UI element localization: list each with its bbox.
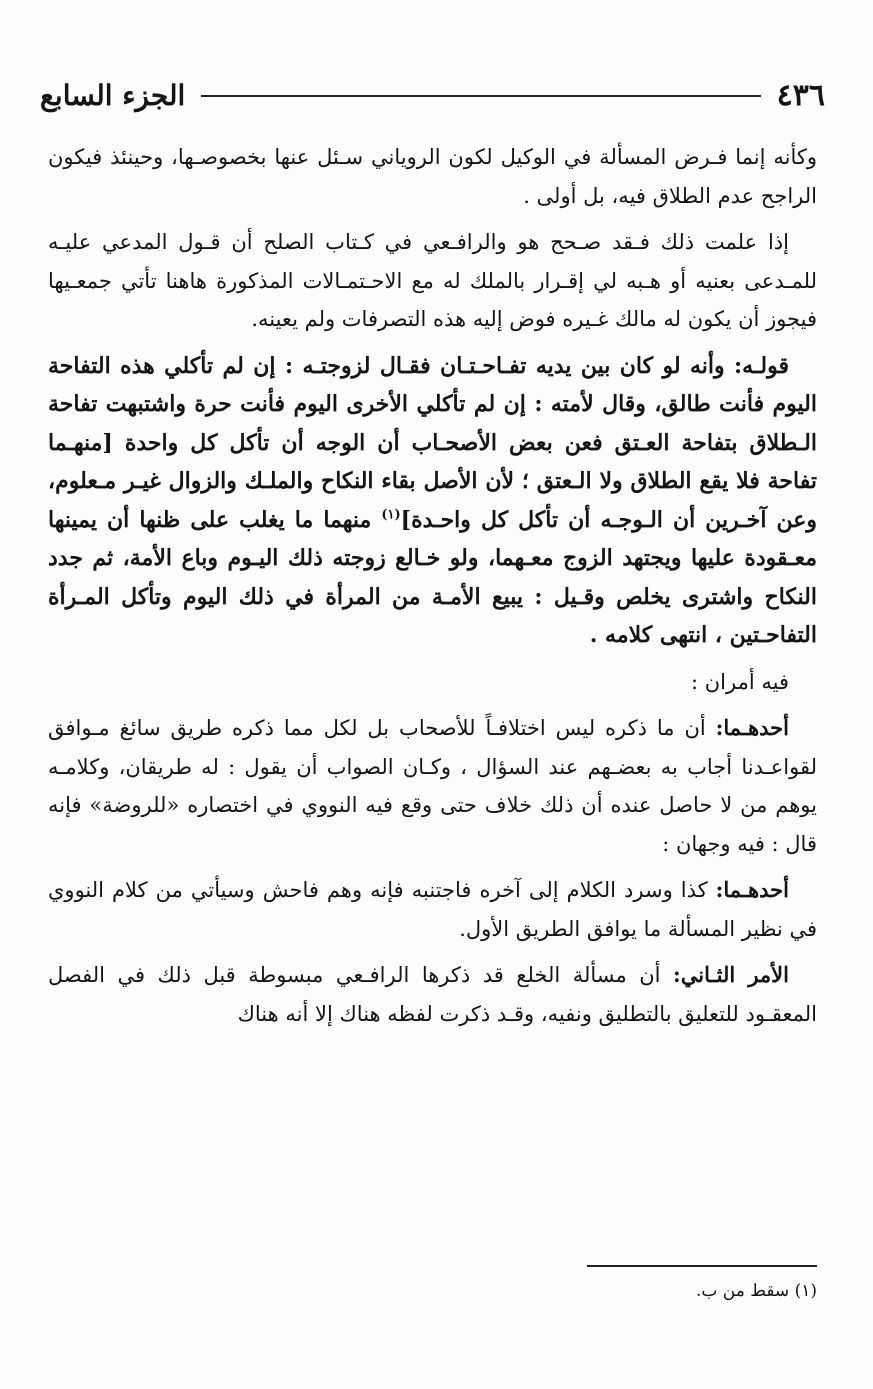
paragraph-lead: أحدهـما:	[715, 877, 789, 902]
footnote-rule	[587, 1265, 817, 1267]
page-header	[40, 74, 825, 118]
paragraph-text: أن مسألة الخلع قد ذكرها الرافـعي مبسوطة قبل ذلك في الفصل المعقـود للتعليق بالتطليق ونفيه، وقـد ذكرت لفظه هناك إلا أنه هناك	[48, 963, 817, 1026]
paragraph-text: أن ما ذكره ليس اختلافـاً للأصحاب بل لكل مما ذكره طريق سائغ مـوافق لقواعـدنا أجاب به بعضـهم عند السؤال ، وكـان الصواب أن يقول : له طريقان، وكلامـه يوهم من لا حاصل عنده أن ذلك خلاف حتى وقع فيه النووي في اختصاره «للروضة» فإنه قال : فيه وجهان :	[48, 716, 817, 856]
paragraph-text: وكأنه إنما فـرض المسألة في الوكيل لكون الروياني سـئل عنها بخصوصـها، وحينئذ فيكون الراجح عدم الطلاق فيه، بل أولى .	[48, 145, 817, 208]
paragraph-lead: أحدهـما:	[715, 715, 789, 740]
paragraph-text: منهما ما يغلب على ظنها أن يمينها معـقودة عليها ويجتهد الزوج معـهما، ولو خـالع زوجته ذلك اليـوم وباع الأمة، ثم جدد النكاح واشترى يخلص وقـيل : يبيع الأمـة من المرأة في ذلك اليوم وتأكل المـرأة التفاحـتين ، انتهى كلامه .	[48, 506, 817, 648]
paragraph-text: كذا وسرد الكلام إلى آخره فاجتنبه فإنه وهم فاحش وسيأتي من كلام النووي في نظير المسألة ما يوافق الطريق الأول.	[48, 878, 817, 941]
page-body	[48, 138, 817, 1041]
paragraph	[48, 709, 817, 863]
footnote: (١) سقط من ب.	[695, 1281, 817, 1301]
paragraph-text: إذا علمت ذلك فـقد صـحح هو والرافـعي في كـتاب الصلح أن قـول المدعي عليـه للمـدعى بعنيه أو هـبه لي إقـرار بالملك له مع الاحـتمـالات المذكورة هاهنا تأتي جمعـيها فيجوز أن يكون له مالك غـيره فوض إليه هذه التصرفات ولم يعينه.	[48, 230, 817, 331]
paragraph-text: فيه أمران :	[691, 669, 789, 694]
quoted-passage	[48, 347, 817, 655]
paragraph	[48, 138, 817, 215]
footnote-reference: (١)	[381, 507, 401, 523]
header-rule	[201, 95, 760, 97]
paragraph	[48, 223, 817, 339]
page-number: ٤٣٦	[776, 78, 825, 113]
paragraph	[48, 871, 817, 948]
running-title: الجزء السابع	[40, 79, 186, 112]
paragraph	[48, 663, 817, 702]
paragraph-lead: الأمر الثـاني:	[672, 962, 789, 987]
paragraph-text: قولـه: وأنه لو كان بين يديه تفـاحـتـان فقـال لزوجتـه : إن لم تأكلي هذه التفاحة اليوم فأنت طالق، وقال لأمته : إن لم تأكلي الأخرى اليوم فأنت حرة واشتبهت تفاحة الـطلاق بتفاحة العـتق فعن بعض الأصحـاب أن الوجه أن تأكل كل واحدة [منهـما تفاحة فلا يقع الطلاق ولا الـعتق ؛ لأن الأصل بقاء النكاح والملـك والزوال غيـر مـعلوم، وعن آخـرين أن الـوجـه أن تأكل كل واحـدة]	[48, 352, 817, 533]
paragraph	[48, 956, 817, 1033]
